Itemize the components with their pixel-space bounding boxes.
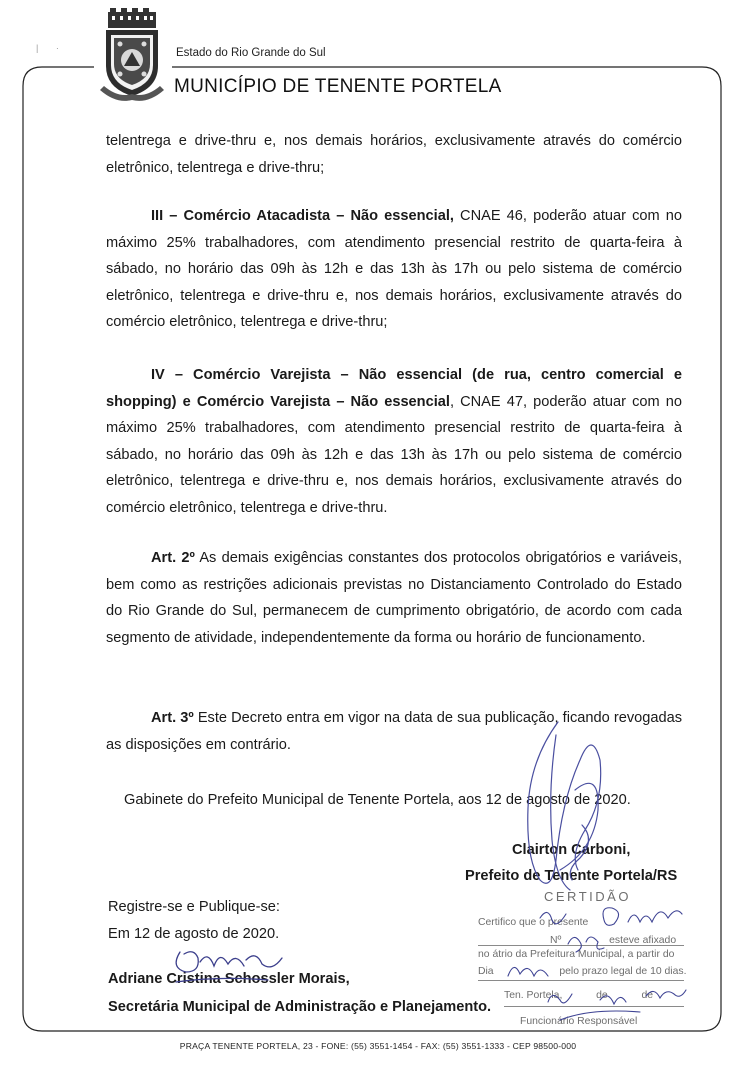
scan-mark: | · <box>36 43 59 53</box>
date-line: Gabinete do Prefeito Municipal de Tenente Portela, aos 12 de agosto de 2020. <box>124 792 631 808</box>
item-iii-text: CNAE 46, poderão atuar com no máximo 25% trabalhadores, com atendimento presencial restrito de quarta-feira à sábado, no horário das 09h às 12h e das 13h às 17h ou pelo sistema de comércio eletrônico, telentrega e drive-thru e, nos demais horários, exclusivamente através do comércio eletrônico, telentrega e drive-thru; <box>106 208 682 330</box>
certificate-rule <box>478 980 684 981</box>
article-3 <box>106 705 682 758</box>
certificate-title: CERTIDÃO <box>544 889 631 904</box>
municipal-crest-icon <box>96 8 168 104</box>
article-2 <box>106 545 682 651</box>
mayor-name: Clairton Carboni, <box>512 842 631 858</box>
state-name: Estado do Rio Grande do Sul <box>176 47 326 59</box>
certificate-line-2: Nº esteve afixado <box>550 935 677 946</box>
certificate-line-5: Ten. Portela, de de <box>504 990 654 1001</box>
footer-address: PRAÇA TENENTE PORTELA, 23 - FONE: (55) 3551-1454 - FAX: (55) 3551-1333 - CEP 98500-000 <box>179 1041 577 1051</box>
secretary-name: Adriane Cristina Schossler Morais, <box>108 971 350 987</box>
certificate-rule <box>504 1006 684 1007</box>
certificate-line-4: Dia pelo prazo legal de 10 dias. <box>478 966 687 977</box>
mayor-title: Prefeito de Tenente Portela/RS <box>465 868 678 884</box>
item-iii-heading: III – Comércio Atacadista – Não essencial, <box>151 208 454 224</box>
article-3-label: Art. 3º <box>151 710 194 726</box>
paragraph-continuation <box>106 128 682 181</box>
item-iv-heading: IV – Comércio Varejista – Não essencial (de rua, centro comercial e shopping) e Comércio Varejista – Não essencial <box>106 367 682 410</box>
certificate-rule <box>478 945 684 946</box>
paragraph-text: telentrega e drive-thru e, nos demais horários, exclusivamente através do comércio eletrônico, telentrega e drive-thru; <box>106 133 682 176</box>
item-iv-retail <box>106 362 682 521</box>
item-iv-text: , CNAE 47, poderão atuar com no máximo 25% trabalhadores, com atendimento presencial restrito de quarta-feira à sábado, no horário das 09h às 12h e das 13h às 17h ou pelo sistema de comércio eletrônico, telentrega e drive-thru e, nos demais horários, exclusivamente através do comércio eletrônico, telentrega e drive-thru. <box>106 393 682 516</box>
certificate-line-3: no átrio da Prefeitura Municipal, a partir do <box>478 949 675 960</box>
certificate-signature-label: Funcionário Responsável <box>520 1016 638 1027</box>
article-3-text: Este Decreto entra em vigor na data de sua publicação, ficando revogadas as disposições em contrário. <box>106 710 682 753</box>
registration-date: Em 12 de agosto de 2020. <box>108 926 280 942</box>
article-2-label: Art. 2º <box>151 550 195 566</box>
secretary-title: Secretária Municipal de Administração e Planejamento. <box>108 999 492 1015</box>
article-2-text: As demais exigências constantes dos protocolos obrigatórios e variáveis, bem como as restrições adicionais previstas no Distanciamento Controlado do Estado do Rio Grande do Sul, permanecem de cumprimento obrigatório, de acordo com cada segmento de atividade, independentemente da forma ou horário de funcionamento. <box>106 550 682 646</box>
municipality-title: MUNICÍPIO DE TENENTE PORTELA <box>174 76 502 97</box>
certificate-line-1: Certifico que o presente <box>478 917 589 928</box>
registration-line: Registre-se e Publique-se: <box>108 899 280 915</box>
item-iii-wholesale <box>106 203 682 336</box>
